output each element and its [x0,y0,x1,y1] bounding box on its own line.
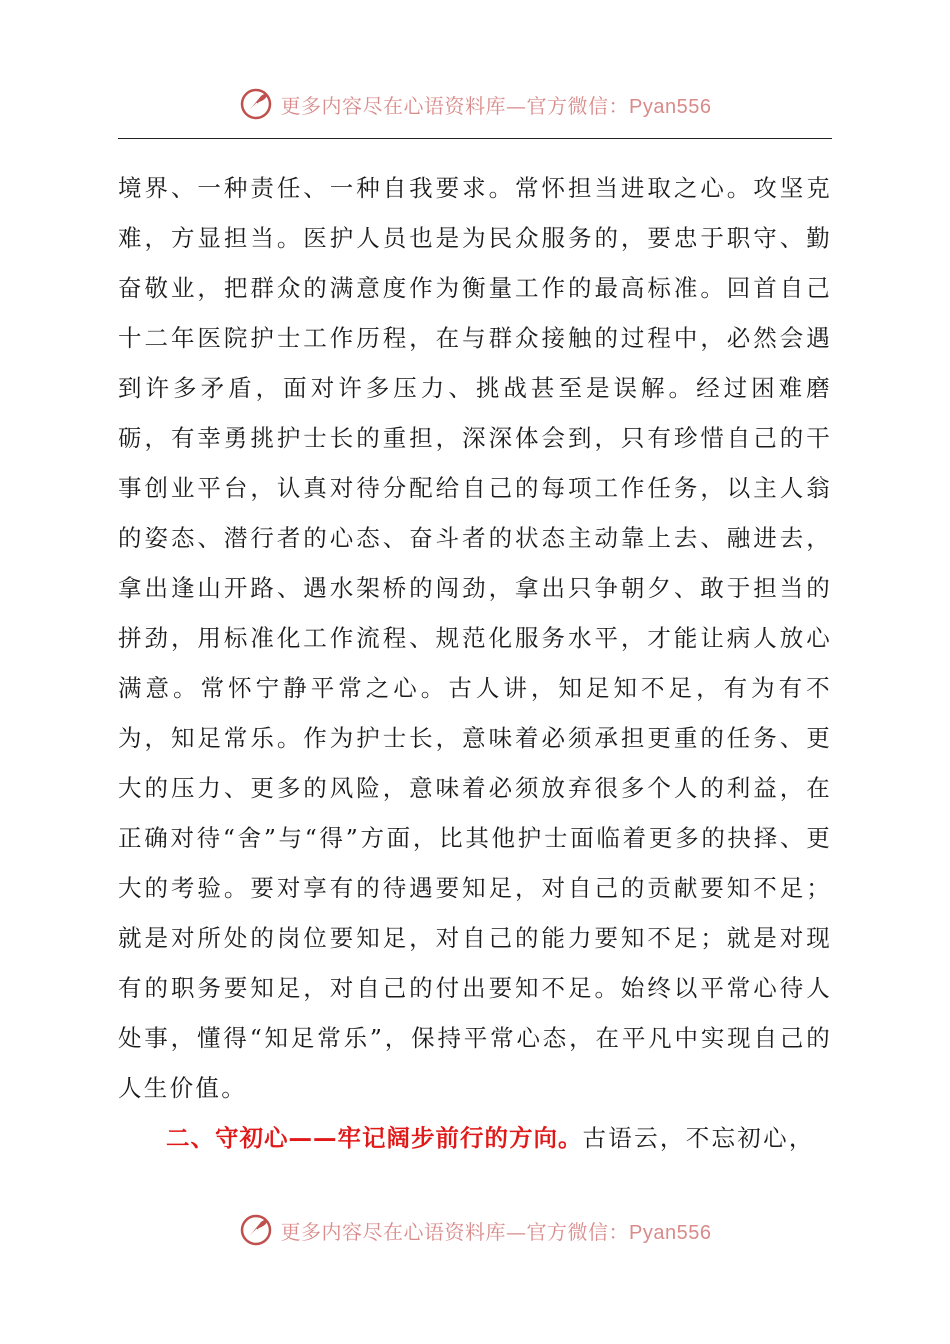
header-divider [118,138,832,139]
footer-banner-text [281,1216,712,1245]
header-banner-id: Pyan556 [629,95,712,118]
quill-logo-icon [239,1213,273,1247]
header-banner [0,84,950,124]
footer-banner-id: Pyan556 [629,1221,712,1244]
quill-logo-icon [239,87,273,121]
paragraph-2 [118,1113,832,1163]
header-banner-text [281,90,712,119]
document-body [118,163,832,1163]
section-text: 古语云，不忘初心， [582,1124,815,1152]
section-heading: 二、守初心——牢记阔步前行的方向。 [166,1124,583,1152]
paragraph-1: 境界、一种责任、一种自我要求。常怀担当进取之心。攻坚克难，方显担当。医护人员也是为民众服务的，要忠于职守、勤奋敬业，把群众的满意度作为衡量工作的最高标准。回首自己十二年医院护士工作历程，在与群众接触的过程中，必然会遇到许多矛盾，面对许多压力、挑战甚至是误解。经过困难磨砺，有幸勇挑护士长的重担，深深体会到，只有珍惜自己的干事创业平台，认真对待分配给自己的每项工作任务，以主人翁的姿态、潜行者的心态、奋斗者的状态主动靠上去、融进去，拿出逢山开路、遇水架桥的闯劲，拿出只争朝夕、敢于担当的拼劲，用标准化工作流程、规范化服务水平，才能让病人放心满意。常怀宁静平常之心。古人讲，知足知不足，有为有不为，知足常乐。作为护士长，意味着必须承担更重的任务、更大的压力、更多的风险，意味着必须放弃很多个人的利益，在正确对待“舍”与“得”方面，比其他护士面临着更多的抉择、更大的考验。要对享有的待遇要知足，对自己的贡献要知不足；就是对所处的岗位要知足，对自己的能力要知不足；就是对现有的职务要知足，对自己的付出要知不足。始终以平常心待人处事，懂得“知足常乐”，保持平常心态，在平凡中实现自己的人生价值。 [118,174,832,1102]
footer-banner-main: 更多内容尽在心语资料库—官方微信： [280,1219,630,1244]
header-banner-main: 更多内容尽在心语资料库—官方微信： [280,93,630,118]
footer-banner [0,1210,950,1250]
